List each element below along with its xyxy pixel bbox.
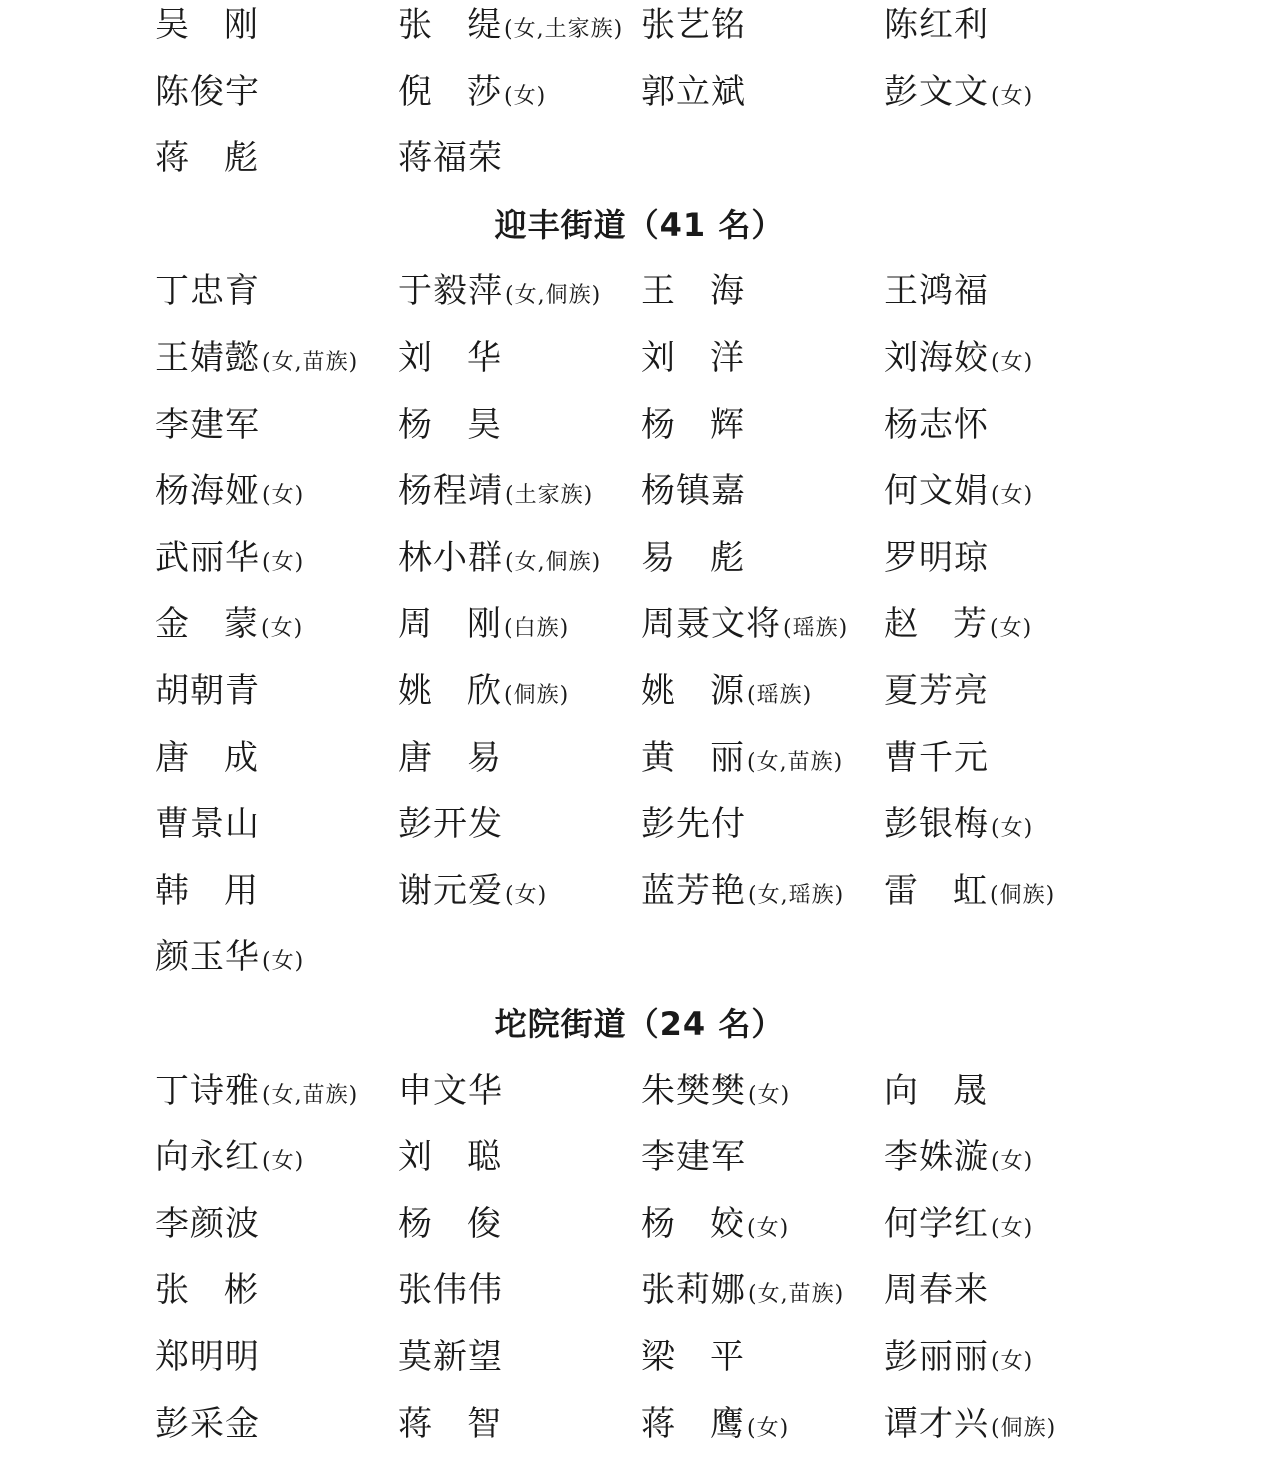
- person-name: 杨程靖: [398, 471, 503, 512]
- name-entry: [155, 266, 260, 316]
- name-entry: [641, 466, 746, 516]
- name-entry: [884, 0, 989, 50]
- name-entry: [641, 799, 746, 849]
- person-name: 郑明明: [155, 1337, 260, 1377]
- person-name: 韩 用: [155, 870, 259, 911]
- name-row: [155, 1199, 1155, 1249]
- name-entry: [398, 1066, 503, 1116]
- person-note: (女,苗族): [748, 1282, 845, 1308]
- person-name: 莫新望: [398, 1337, 503, 1377]
- person-note: (女,苗族): [262, 1082, 359, 1108]
- person-name: 赵 芳: [884, 604, 988, 645]
- name-entry: [398, 866, 547, 916]
- name-entry: [155, 533, 304, 583]
- person-name: 李颜波: [155, 1203, 260, 1244]
- name-entry: [398, 1132, 502, 1182]
- person-name: 李姝漩: [884, 1137, 989, 1178]
- name-entry: [884, 1265, 989, 1315]
- name-entry: [884, 400, 989, 450]
- name-entry: [884, 1399, 1056, 1449]
- person-name: 刘海姣: [884, 338, 989, 378]
- name-entry: [398, 1332, 503, 1382]
- person-note: (女): [262, 1149, 305, 1175]
- name-entry: [641, 333, 745, 383]
- person-note: (白族): [504, 616, 570, 642]
- person-note: (女): [504, 83, 547, 109]
- person-name: 刘 聪: [398, 1137, 502, 1178]
- name-entry: [884, 67, 1033, 117]
- person-note: (女): [748, 1082, 791, 1108]
- person-name: 杨 昊: [398, 404, 502, 445]
- person-name: 谭才兴: [884, 1403, 989, 1444]
- name-entry: [641, 1332, 745, 1382]
- name-entry: [641, 1199, 789, 1249]
- person-note: (土家族): [505, 483, 594, 509]
- person-name: 向 晟: [884, 1070, 988, 1111]
- name-entry: [884, 1332, 1033, 1382]
- person-note: (女): [747, 1215, 790, 1241]
- person-name: 张伟伟: [398, 1270, 503, 1311]
- person-name: 于毅萍: [398, 271, 503, 312]
- person-name: 武丽华: [155, 537, 260, 578]
- person-name: 张 缇: [398, 5, 502, 45]
- name-entry: [155, 466, 304, 516]
- name-entry: [641, 666, 812, 716]
- person-name: 蒋 智: [398, 1403, 502, 1444]
- person-note: (侗族): [990, 882, 1056, 908]
- name-entry: [884, 533, 989, 583]
- person-name: 蓝芳艳: [641, 870, 746, 911]
- name-entry: [884, 799, 1033, 849]
- name-entry: [398, 67, 546, 117]
- name-entry: [155, 733, 259, 783]
- name-row: [155, 932, 1155, 982]
- name-entry: [398, 333, 502, 383]
- person-name: 罗明琼: [884, 537, 989, 578]
- name-entry: [155, 0, 259, 50]
- name-row: [155, 666, 1155, 716]
- name-entry: [884, 733, 989, 783]
- person-name: 彭采金: [155, 1403, 260, 1444]
- name-row: [155, 533, 1155, 583]
- name-row: [155, 866, 1155, 916]
- name-row: [155, 266, 1155, 316]
- name-row: [155, 1066, 1155, 1116]
- person-note: (瑶族): [747, 683, 813, 708]
- person-name: 王鸿福: [884, 271, 989, 312]
- person-name: 李建军: [155, 404, 260, 445]
- name-row: [155, 1399, 1155, 1449]
- name-entry: [398, 266, 601, 316]
- person-name: 杨 姣: [641, 1203, 745, 1244]
- person-name: 申文华: [398, 1070, 503, 1111]
- person-note: (侗族): [991, 1415, 1057, 1441]
- person-name: 唐 易: [398, 737, 502, 778]
- name-entry: [155, 1199, 260, 1249]
- name-entry: [884, 666, 989, 716]
- person-name: 王婧懿: [155, 338, 260, 378]
- name-entry: [641, 1066, 790, 1116]
- name-entry: [398, 533, 601, 583]
- person-name: 姚 欣: [398, 671, 502, 711]
- person-note: (女,瑶族): [748, 882, 845, 908]
- person-name: 杨 辉: [641, 404, 745, 445]
- name-entry: [398, 666, 569, 716]
- person-note: (女): [991, 350, 1034, 375]
- name-row: [155, 133, 1155, 183]
- person-note: (女): [991, 1349, 1034, 1374]
- name-entry: [155, 1066, 358, 1116]
- name-entry: [641, 866, 844, 916]
- person-name: 丁诗雅: [155, 1070, 260, 1111]
- name-entry: [155, 932, 304, 982]
- person-note: (女): [747, 1415, 790, 1441]
- person-name: 唐 成: [155, 737, 259, 778]
- person-name: 蒋 鹰: [641, 1403, 745, 1444]
- name-entry: [155, 599, 303, 649]
- name-entry: [884, 866, 1055, 916]
- person-name: 张 彬: [155, 1270, 259, 1311]
- person-note: (女): [261, 616, 304, 642]
- person-name: 姚 源: [641, 671, 745, 711]
- name-entry: [398, 466, 593, 516]
- name-row: [155, 733, 1155, 783]
- name-entry: [398, 733, 502, 783]
- person-note: (女): [990, 616, 1033, 642]
- person-note: (女): [262, 483, 305, 509]
- person-name: 林小群: [398, 537, 503, 578]
- person-name: 周 刚: [398, 604, 502, 645]
- person-name: 周春来: [884, 1270, 989, 1311]
- person-note: (女,侗族): [505, 283, 602, 309]
- name-entry: [641, 266, 745, 316]
- person-name: 杨镇嘉: [641, 471, 746, 512]
- person-name: 吴 刚: [155, 5, 259, 45]
- person-name: 金 蒙: [155, 604, 259, 645]
- name-entry: [884, 266, 989, 316]
- person-name: 夏芳亮: [884, 671, 989, 711]
- name-entry: [155, 1265, 259, 1315]
- person-name: 彭先付: [641, 804, 746, 845]
- person-note: (女): [991, 83, 1034, 109]
- name-entry: [641, 533, 745, 583]
- name-entry: [641, 1399, 789, 1449]
- name-entry: [155, 799, 260, 849]
- person-name: 杨志怀: [884, 404, 989, 445]
- name-entry: [884, 466, 1033, 516]
- person-note: (女,侗族): [505, 549, 602, 575]
- name-entry: [641, 733, 843, 783]
- person-name: 杨 俊: [398, 1203, 502, 1244]
- person-note: (女,苗族): [262, 350, 359, 375]
- person-note: (女): [991, 1215, 1034, 1241]
- person-name: 陈红利: [884, 5, 989, 45]
- name-entry: [884, 1132, 1033, 1182]
- name-row: [155, 1132, 1155, 1182]
- name-entry: [398, 1265, 503, 1315]
- person-name: 向永红: [155, 1137, 260, 1178]
- person-name: 彭银梅: [884, 804, 989, 845]
- person-name: 刘 洋: [641, 338, 745, 378]
- name-entry: [641, 67, 746, 117]
- person-name: 彭文文: [884, 71, 989, 112]
- name-row: [155, 1265, 1155, 1315]
- name-entry: [155, 866, 259, 916]
- person-name: 蒋 彪: [155, 138, 259, 179]
- name-entry: [884, 1066, 988, 1116]
- person-name: 刘 华: [398, 338, 502, 378]
- name-entry: [155, 1132, 304, 1182]
- section-heading: 坨院街道（24 名）: [494, 1005, 785, 1043]
- name-entry: [884, 599, 1032, 649]
- person-name: 蒋福荣: [398, 138, 503, 179]
- name-entry: [155, 400, 260, 450]
- name-row: [155, 466, 1155, 516]
- name-row: [155, 799, 1155, 849]
- person-note: (女): [991, 816, 1034, 842]
- person-name: 张艺铭: [641, 5, 746, 45]
- person-name: 曹千元: [884, 737, 989, 778]
- name-entry: [155, 133, 259, 183]
- person-name: 梁 平: [641, 1337, 745, 1377]
- name-entry: [641, 1265, 844, 1315]
- person-name: 张莉娜: [641, 1270, 746, 1311]
- person-name: 王 海: [641, 271, 745, 312]
- person-name: 颜玉华: [155, 937, 260, 978]
- person-note: (女): [991, 1149, 1034, 1175]
- name-entry: [884, 333, 1033, 383]
- name-entry: [398, 400, 502, 450]
- name-row: [155, 1332, 1155, 1382]
- name-entry: [398, 599, 569, 649]
- name-row: [155, 400, 1155, 450]
- person-note: (瑶族): [783, 616, 849, 642]
- name-entry: [641, 1132, 746, 1182]
- person-name: 周聂文将: [641, 604, 781, 645]
- person-name: 胡朝青: [155, 671, 260, 711]
- person-name: 曹景山: [155, 804, 260, 845]
- name-row: [155, 0, 1155, 50]
- person-note: (女,苗族): [747, 749, 844, 775]
- name-entry: [155, 67, 260, 117]
- name-row: [155, 599, 1155, 649]
- person-note: (女): [262, 949, 305, 975]
- name-row: [155, 333, 1155, 383]
- person-name: 何文娟: [884, 471, 989, 512]
- name-entry: [641, 599, 848, 649]
- name-entry: [398, 133, 503, 183]
- name-entry: [641, 0, 746, 50]
- name-entry: [398, 0, 623, 50]
- person-name: 朱樊樊: [641, 1070, 746, 1111]
- name-entry: [641, 400, 745, 450]
- person-name: 丁忠育: [155, 271, 260, 312]
- person-name: 易 彪: [641, 537, 745, 578]
- section-heading: 迎丰街道（41 名）: [494, 205, 785, 244]
- person-name: 倪 莎: [398, 71, 502, 112]
- person-name: 黄 丽: [641, 737, 745, 778]
- name-entry: [884, 1199, 1033, 1249]
- name-entry: [155, 1332, 260, 1382]
- person-name: 彭丽丽: [884, 1337, 989, 1377]
- person-name: 何学红: [884, 1203, 989, 1244]
- person-name: 雷 虹: [884, 870, 988, 911]
- name-entry: [398, 1199, 502, 1249]
- person-note: (女): [991, 483, 1034, 509]
- name-entry: [398, 1399, 502, 1449]
- person-name: 陈俊宇: [155, 71, 260, 112]
- name-entry: [398, 799, 503, 849]
- person-note: (女): [505, 882, 548, 908]
- name-entry: [155, 333, 358, 383]
- name-entry: [155, 1399, 260, 1449]
- person-note: (女,土家族): [504, 17, 624, 42]
- name-entry: [155, 666, 260, 716]
- person-name: 彭开发: [398, 804, 503, 845]
- person-name: 杨海娅: [155, 471, 260, 512]
- person-name: 李建军: [641, 1137, 746, 1178]
- person-note: (侗族): [504, 683, 570, 708]
- person-name: 谢元爱: [398, 870, 503, 911]
- name-row: [155, 67, 1155, 117]
- person-note: (女): [262, 549, 305, 575]
- person-name: 郭立斌: [641, 71, 746, 112]
